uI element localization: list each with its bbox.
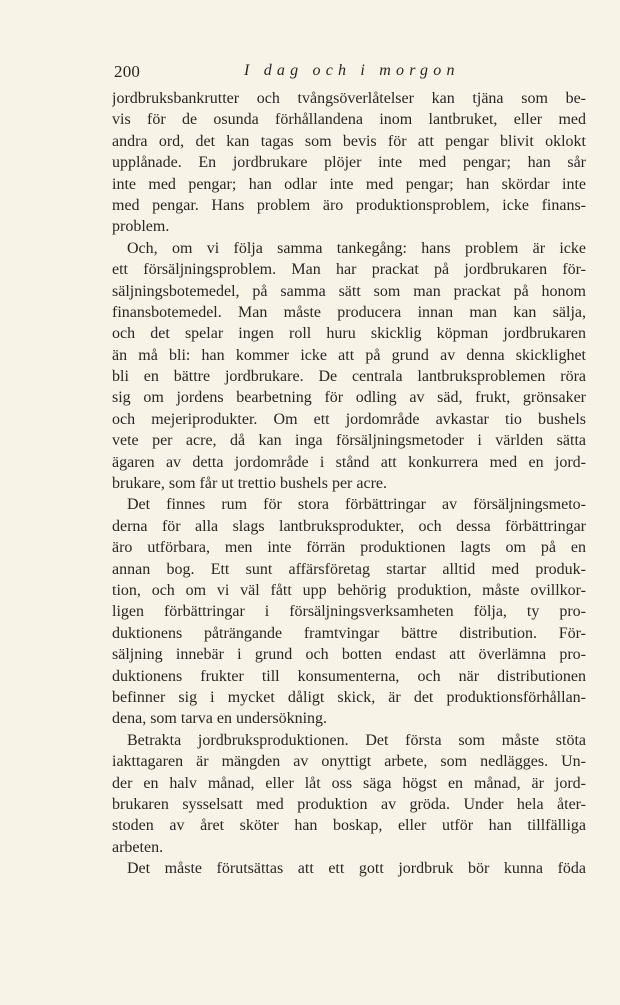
text-line: duktionens frukter till konsumenterna, och när distributionen (112, 667, 586, 685)
text-line: äro utförbara, men inte förrän produktionen lagts om på en (112, 539, 586, 557)
text-line: dena, som tarva en undersökning. (112, 710, 328, 728)
text-line: upplånade. En jordbrukare plöjer inte med pengar; han sår (112, 154, 586, 172)
text-line: bli en bättre jordbrukare. De centrala lantbruksproblemen röra (112, 368, 586, 386)
text-line: duktionens påträngande framtvingar bättre distribution. För- (112, 624, 586, 642)
text-line: säljningsbotemedel, på samma sätt som man prackat på honom (112, 282, 586, 300)
text-line: Betrakta jordbruksproduktionen. Det första som måste stöta (127, 731, 586, 749)
text-line: problem. (112, 218, 170, 236)
text-line: tion, och om vi väl fått upp behörig produktion, måste ovillkor- (112, 581, 586, 599)
text-line: säljning innebär i grund och botten endast att överlämna pro- (112, 646, 586, 664)
text-line: vete per acre, då kan inga försäljningsmetoder i världen sätta (112, 432, 586, 450)
text-line: ligen förbättringar i försäljningsverksamheten följa, ty pro- (112, 603, 586, 621)
text-line: ett försäljningsproblem. Man har prackat på jordbrukaren för- (112, 261, 586, 279)
text-line: brukaren sysselsatt med produktion av gröda. Under hela åter- (112, 795, 586, 813)
text-line: derna för alla slags lantbruksprodukter, och dessa förbättringar (112, 517, 586, 535)
text-line: stoden av året sköter han boskap, eller utför han tillfälliga (112, 817, 586, 835)
text-line: Det måste förutsättas att ett gott jordbruk bör kunna föda (127, 860, 586, 878)
text-line: inte med pengar; han odlar inte med pengar; han skördar inte (112, 175, 586, 193)
text-line: jordbruksbankrutter och tvångsöverlåtelser kan tjäna som be- (112, 90, 586, 107)
body-text (112, 88, 586, 879)
text-line: der en halv månad, eller låt oss säga högst en månad, är jord- (112, 774, 586, 792)
running-title: I dag och i morgon (244, 62, 460, 79)
page-number: 200 (114, 62, 141, 81)
text-line: med pengar. Hans problem äro produktionsproblem, icke finans- (112, 196, 586, 214)
text-line: och det spelar ingen roll huru skicklig köpman jordbrukaren (112, 325, 586, 343)
text-line: vis för de osunda förhållandena inom lantbruket, eller med (112, 111, 586, 129)
text-line: än må bli: han kommer icke att på grund av denna skicklighet (112, 346, 586, 364)
text-line: arbeten. (112, 838, 164, 856)
text-line: brukare, som får ut trettio bushels per acre. (112, 475, 388, 493)
text-line: befinner sig i mycket dåligt skick, är det produktionsförhållan- (112, 688, 586, 706)
page-header (114, 62, 584, 86)
text-line: ägaren av detta jordområde i stånd att konkurrera med en jord- (112, 453, 586, 471)
text-line: iakttagaren är mängden av onyttigt arbete, som nedlägges. Un- (112, 753, 586, 771)
text-line: Det finnes rum för stora förbättringar av försäljningsmeto- (127, 496, 586, 514)
text-line: Och, om vi följa samma tankegång: hans problem är icke (127, 239, 586, 257)
text-line: finansbotemedel. Man måste producera innan man kan sälja, (112, 303, 586, 321)
text-line: andra ord, det kan tagas som bevis för att pengar blivit oklokt (112, 132, 586, 150)
text-line: annan bog. Ett sunt affärsföretag startar alltid med produk- (112, 560, 586, 578)
text-line: och mejeriprodukter. Om ett jordområde avkastar tio bushels (112, 410, 586, 428)
text-line: sig om jordens bearbetning för odling av säd, frukt, grönsaker (112, 389, 586, 407)
